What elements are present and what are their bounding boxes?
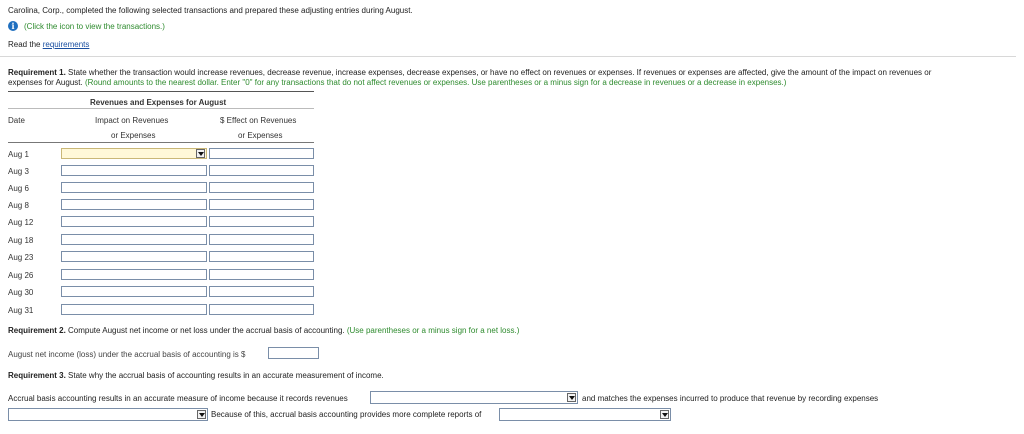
req1-text — [8, 68, 931, 77]
req3-line1-after: and matches the expenses incurred to produce that revenue by recording expenses — [582, 394, 879, 403]
row-date: Aug 30 — [8, 288, 34, 297]
col-impact-2: or Expenses — [111, 131, 156, 140]
row-date: Aug 31 — [8, 306, 34, 315]
read-requirements — [8, 40, 89, 49]
read-prefix: Read the — [8, 40, 41, 49]
effect-amount-input[interactable] — [209, 304, 314, 315]
req2-label: Requirement 2. — [8, 326, 66, 335]
net-income-input[interactable] — [268, 347, 319, 359]
impact-select[interactable] — [61, 148, 207, 159]
table-title-rule — [8, 108, 314, 109]
req1-body-2: expenses for August. — [8, 78, 83, 87]
req3-body: State why the accrual basis of accounting results in an accurate measurement of income. — [65, 371, 384, 380]
table-title: Revenues and Expenses for August — [90, 98, 227, 107]
impact-select[interactable] — [61, 286, 207, 297]
reports-select[interactable] — [499, 408, 671, 421]
effect-amount-input[interactable] — [209, 148, 314, 159]
req1-text-2 — [8, 78, 786, 87]
req3-label: Requirement 3. — [8, 371, 66, 380]
expense-timing-select[interactable] — [8, 408, 208, 421]
requirements-link[interactable]: requirements — [42, 40, 90, 49]
req1-body: State whether the transaction would increase revenues, decrease revenue, increase expenses, decrease expenses, or have no effect on revenues or expenses. If revenues or expenses are affected, give the amount of the impact on revenues or — [65, 68, 932, 77]
impact-select[interactable] — [61, 234, 207, 245]
impact-select[interactable] — [61, 304, 207, 315]
col-effect-1: $ Effect on Revenues — [220, 116, 297, 125]
col-date: Date — [8, 116, 25, 125]
row-date: Aug 23 — [8, 253, 34, 262]
chevron-down-icon[interactable] — [567, 393, 576, 402]
req2-hint: (Use parentheses or a minus sign for a net loss.) — [344, 326, 520, 335]
req2-text — [8, 326, 519, 335]
req2-body: Compute August net income or net loss under the accrual basis of accounting. — [65, 326, 345, 335]
effect-amount-input[interactable] — [209, 165, 314, 176]
req1-label: Requirement 1. — [8, 68, 66, 77]
chevron-down-icon[interactable] — [660, 410, 669, 419]
col-effect-2: or Expenses — [238, 131, 283, 140]
row-date: Aug 6 — [8, 184, 29, 193]
impact-select[interactable] — [61, 251, 207, 262]
req3-line2: Because of this, accrual basis accounting provides more complete reports of — [211, 410, 482, 419]
col-impact-1: Impact on Revenues — [95, 116, 169, 125]
intro-text: Carolina, Corp., completed the following selected transactions and prepared these adjusting entries during August. — [8, 6, 413, 15]
impact-select[interactable] — [61, 165, 207, 176]
chevron-down-icon[interactable] — [196, 149, 205, 158]
divider — [0, 56, 1016, 57]
impact-select[interactable] — [61, 216, 207, 227]
chevron-down-icon[interactable] — [197, 410, 206, 419]
impact-select[interactable] — [61, 182, 207, 193]
effect-amount-input[interactable] — [209, 251, 314, 262]
req3-line1: Accrual basis accounting results in an accurate measure of income because it records revenues — [8, 394, 348, 403]
effect-amount-input[interactable] — [209, 234, 314, 245]
table-top-rule — [8, 91, 314, 92]
req3-text — [8, 371, 384, 380]
effect-amount-input[interactable] — [209, 286, 314, 297]
impact-select[interactable] — [61, 269, 207, 280]
impact-select[interactable] — [61, 199, 207, 210]
row-date: Aug 8 — [8, 201, 29, 210]
revenue-timing-select[interactable] — [370, 391, 578, 404]
icon-hint: (Click the icon to view the transactions.) — [24, 22, 165, 31]
row-date: Aug 18 — [8, 236, 34, 245]
row-date: Aug 12 — [8, 218, 34, 227]
net-income-line: August net income (loss) under the accrual basis of accounting is $ — [8, 350, 246, 359]
effect-amount-input[interactable] — [209, 216, 314, 227]
table-header-rule — [8, 142, 314, 143]
req1-hint: (Round amounts to the nearest dollar. Enter "0" for any transactions that do not affect revenues or expenses. Use parentheses or a minus sign for a decrease in revenues or a decrease in expenses.) — [82, 78, 787, 87]
row-date: Aug 3 — [8, 167, 29, 176]
effect-amount-input[interactable] — [209, 199, 314, 210]
effect-amount-input[interactable] — [209, 182, 314, 193]
info-icon[interactable]: i — [8, 21, 18, 31]
effect-amount-input[interactable] — [209, 269, 314, 280]
row-date: Aug 26 — [8, 271, 34, 280]
row-date: Aug 1 — [8, 150, 29, 159]
